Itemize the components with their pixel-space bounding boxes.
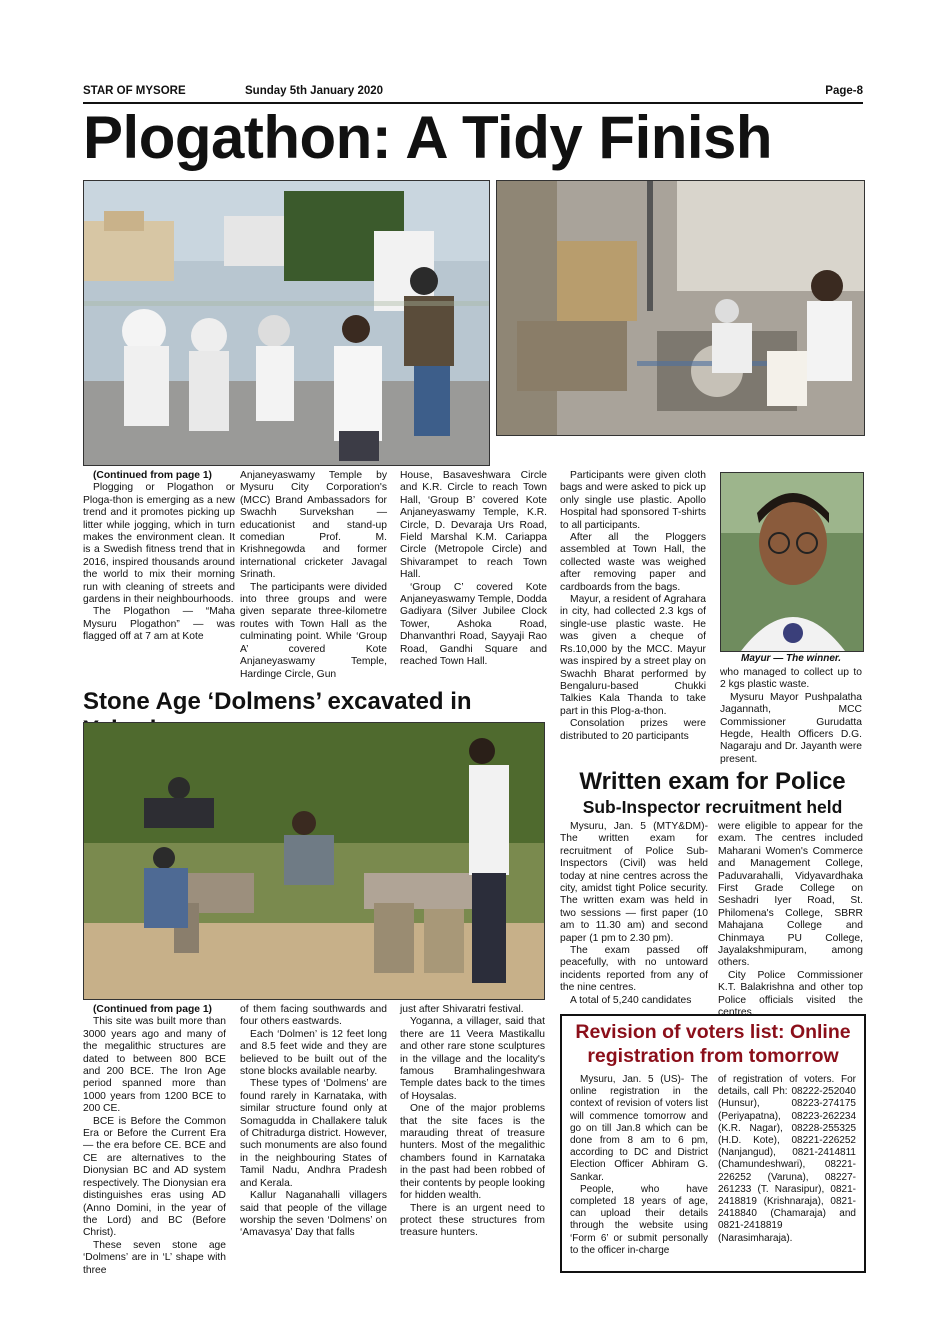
- masthead: [83, 84, 863, 104]
- page-headline: Plogathon: A Tidy Finish: [83, 104, 773, 171]
- plogathon-column-4: [560, 470, 706, 743]
- winner-caption: Mayur — The winner.: [740, 653, 842, 664]
- paragraph: After all the Ploggers assembled at Town Hall, the collected waste was weighed after removing paper and cardboards from the bags.: [560, 532, 706, 593]
- dolmens-column-1: [83, 1004, 226, 1277]
- voters-column-2: [718, 1074, 856, 1245]
- police-subtitle: Sub-Inspector recruitment held: [582, 797, 843, 817]
- plogathon-column-2: [240, 470, 387, 681]
- plogathon-column-5: [720, 667, 862, 766]
- page-number: Page-8: [825, 85, 863, 97]
- paragraph: People, who have completed 18 years of age, can upload their details through the website using ‘Form 6’ or submit personally to the officer in-charge: [570, 1183, 708, 1256]
- police-title: Written exam for Police: [579, 768, 846, 795]
- paragraph: City Police Commissioner K.T. Balakrishna and other top Police officials visited the centres.: [718, 969, 863, 1019]
- voters-title: Revision of voters list: Online registration from tomorrow: [575, 1021, 851, 1067]
- paragraph: Mysuru Mayor Pushpalatha Jagannath, MCC Commissioner Gurudatta Hegde, Health Officers D.G. Nagaraju and Dr. Jayanth were present.: [720, 691, 862, 765]
- paragraph: These seven stone age ‘Dolmens’ are in ‘L’ shape with three: [83, 1239, 226, 1276]
- paragraph: Mayur, a resident of Agrahara in city, had collected 2.3 kgs of single-use plastic waste. He was given a cheque of Rs.10,000 by the MCC. Mayur was inspired by a street play on Swachh Bharat performed by Bengaluru-based Chukki Talkies Kala Thanda to take part in this Plog-a-thon.: [560, 594, 706, 717]
- paragraph: Participants were given cloth bags and were asked to pick up only single use plastic. Apollo Hospital had sponsored T-shirts to all participants.: [560, 470, 706, 531]
- paragraph: Mysuru, Jan. 5 (MTY&DM)- The written exam for recruitment of Police Sub-Inspectors (Civil) was held today at nine centres across the city, amidst tight Police security. The written exam was held in two sessions — first paper (10 am to 11.30 am) and second paper (1 pm to 2.30 pm).: [560, 821, 708, 944]
- paragraph: Each ‘Dolmen’ is 12 feet long and 8.5 feet wide and they are believed to be built out of the stone blocks available nearby.: [240, 1028, 387, 1078]
- dolmens-title: Stone Age ‘Dolmens’ excavated in: [83, 688, 472, 715]
- issue-date: Sunday 5th January 2020: [245, 85, 384, 97]
- police-column-1: [560, 821, 708, 1007]
- plogathon-column-3: [400, 470, 547, 669]
- paragraph: ‘Group C’ covered Kote Anjaneyaswamy Temple, Dodda Gadiyara (Silver Jubilee Clock Tower, Ashoka Road, Dhanvanthri Road, Sayyaji Rao Road, Gandhi Square and reached Town Hall.: [400, 581, 547, 668]
- paragraph: The Plogathon — “Maha Mysuru Plogathon” — was flagged off at 7 am at Kote: [83, 606, 235, 643]
- photo-street-cleanup: [496, 180, 865, 436]
- paragraph: Anjaneyaswamy Temple by Mysuru City Corporation's (MCC) Brand Ambassadors for Swachh Survekshan — educationist and stand-up comedian Prof. M. Krishnegowda and former international cricketer Javagal Srinath.: [240, 470, 387, 581]
- paragraph: of them facing southwards and four others eastwards.: [240, 1004, 387, 1028]
- paragraph: Yoganna, a villager, said that there are 11 Veera Mastikallu and other rare stone sculptures in the village and the locality's famous Bramhalingeshwara Temple dates back to the times of Hoysalas.: [400, 1016, 545, 1102]
- paragraph: who managed to collect up to 2 kgs plastic waste.: [720, 667, 862, 691]
- paragraph: These types of ‘Dolmens’ are found rarely in Karnataka, with similar structure found only at Somagudda in Challakere taluk of Chitradurga district. However, such monuments are also found in the neighbouring States of Tamil Nadu, Andhra Pradesh and Kerala.: [240, 1078, 387, 1189]
- paragraph: The exam passed off peacefully, with no untoward incidents reported from any of the nine centres.: [560, 945, 708, 994]
- voters-column-1: [570, 1074, 708, 1257]
- paragraph: House, Basaveshwara Circle and K.R. Circle to reach Town Hall, ‘Group B’ covered Kote Anjaneyaswamy Temple, K.R. Circle, D. Devaraja Urs Road, Field Marshal K.M. Cariappa Circle (Metropole Circle) and Shivarampet to reach Town Hall.: [400, 470, 547, 581]
- paragraph: of registration of voters. For details, call Ph: 08222-252040 (Hunsur), 08223-274175 (Periyapatna), 08223-262234 (K.R. Nagar), 08228-255325 (H.D. Kote), 08221-226252 (Nanjangud), 0821-2414811 (Chamundeshwari), 08221-226252 (Varuna), 08227-261233 (T. Narasipur), 0821-2418819 (Krishnaraja), 0821-2418840 (Chamaraja) and 0821-2418819 (Narasimharaja).: [718, 1074, 856, 1244]
- paragraph: A total of 5,240 candidates: [570, 994, 692, 1006]
- police-column-2: [718, 821, 863, 1020]
- paragraph: Kallur Naganahalli villagers said that people of the village worship the seven ‘Dolmens’ on ‘Amavasya’ Day that falls: [240, 1190, 387, 1239]
- paragraph: One of the major problems that the site faces is the marauding threat of treasure hunters. Most of the megalithic chambers found in Karnataka in the past had been robbed of their contents by people looking for hidden wealth.: [400, 1103, 545, 1202]
- photo-dolmens-excavation: [83, 722, 545, 1000]
- photo-winner-mayur: [720, 472, 864, 652]
- paragraph: just after Shivaratri festival.: [400, 1004, 524, 1015]
- continued-note: (Continued from page 1): [93, 1004, 212, 1015]
- dolmens-column-2: [240, 1004, 387, 1240]
- paper-name: STAR OF MYSORE: [83, 85, 186, 97]
- continued-note: (Continued from page 1): [93, 470, 212, 481]
- paragraph: were eligible to appear for the exam. The centres included Maharani Women's Commerce and Management College, Paduvarahalli, Vidyavardhaka First Grade College on Seshadri Iyer Road, St. Philomena's College, SBRR Mahajana College and Chinmaya PU College, Jayalakshmipuram, among others.: [718, 821, 863, 969]
- paragraph: BCE is Before the Common Era or Before the Current Era — the era before CE. BCE and CE are alternatives to the Dionysian BC and AD system respectively. The Dionysian era distinguishes eras using AD (Anno Domini, in the year of the Lord) and BC (Before Christ).: [83, 1115, 226, 1239]
- photo-plogathon-crowd: [83, 180, 490, 466]
- paragraph: This site was built more than 3000 years ago and many of the megalithic structures are dated to between 800 BCE and 200 BCE. The Iron Age period spanned more than 1000 years from 1200 BCE to 200 CE.: [83, 1016, 226, 1115]
- voters-list-box: [560, 1014, 866, 1273]
- plogathon-column-1: [83, 470, 235, 644]
- paragraph: There is an urgent need to protect these structures from treasure hunters.: [400, 1202, 545, 1239]
- paragraph: Plogging or Plogathon or Ploga-thon is emerging as a new trend and it promotes picking up litter while jogging, which in turn makes the environment clean. It is a Swedish fitness trend that in 2016, inspired thousands around the world to mix their morning run with cleaning of streets and gardens in their neighbourhoods.: [83, 482, 235, 606]
- paragraph: Mysuru, Jan. 5 (US)- The online registration in the context of revision of voters list will commence tomorrow and go on till Jan.8 which can be done from 8 am to 6 pm, according to DC and District Election Officer Abhiram G. Sankar.: [570, 1074, 708, 1183]
- paragraph: The participants were divided into three groups and were given separate three-kilometre routes with Town Hall as the culminating point. While ‘Group A’ covered Kote Anjaneyaswamy Temple, Hardinge Circle, Gun: [240, 581, 387, 680]
- paragraph: Consolation prizes were distributed to 20 participants: [560, 718, 706, 742]
- dolmens-column-3: [400, 1004, 545, 1240]
